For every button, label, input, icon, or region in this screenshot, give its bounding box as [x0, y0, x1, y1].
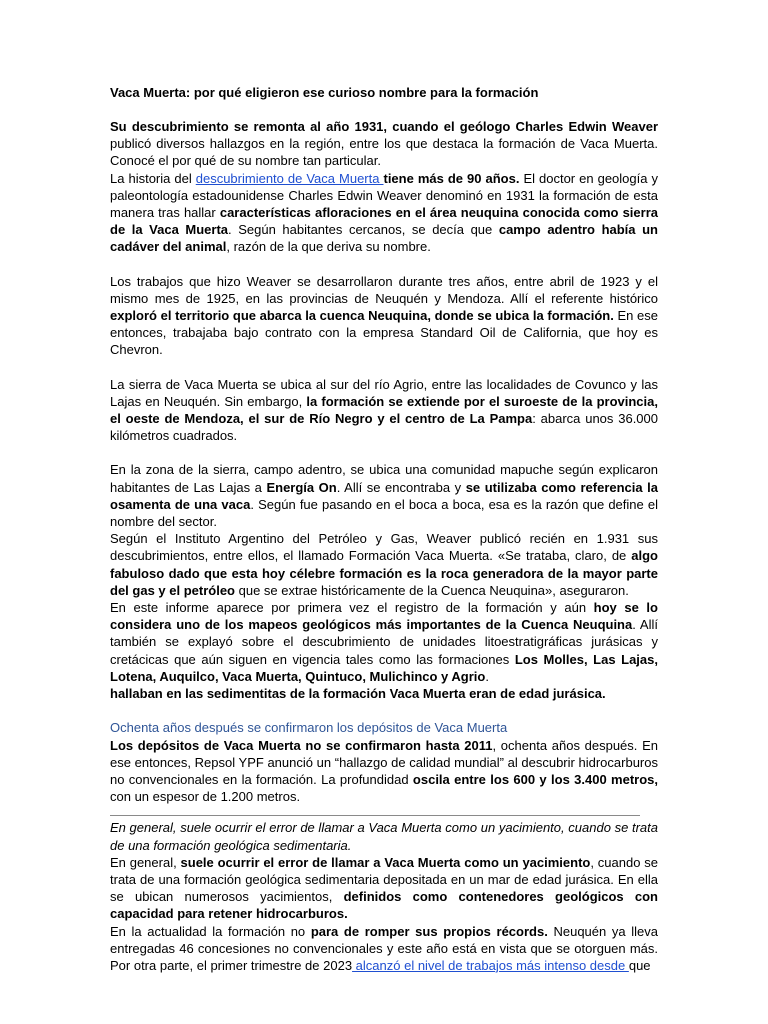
- bold-text: oscila entre los 600 y los 3.400 metros,: [412, 771, 658, 787]
- paragraph-formation: [110, 854, 658, 923]
- link-nivel-trabajos[interactable]: alcanzó el nivel de trabajos más intenso desde: [352, 957, 629, 973]
- bold-text: exploró el territorio que abarca la cuenca Neuquina, donde se ubica la formación.: [110, 308, 614, 324]
- paragraph-report: [110, 599, 658, 685]
- body-text: . Según habitantes cercanos, se decía que: [228, 222, 499, 238]
- body-text: , cuando se trata de una formación geológica sedimentaria depositada en un mar de edad jurásica. En ella se ubican numerosos yacimientos,: [110, 854, 658, 905]
- body-text: que se extrae históricamente de la Cuenca Neuquina», aseguraron.: [235, 582, 629, 598]
- bold-text: campo adentro había un cadáver del animal: [110, 222, 658, 255]
- document-title: Vaca Muerta: por qué eligieron ese curioso nombre para la formación: [110, 85, 539, 100]
- body-text: En la zona de la sierra, campo adentro, se ubica una comunidad mapuche según explicaron habitantes de Las Lajas a: [110, 462, 658, 495]
- bold-text: la formación se extiende por el suroeste de la provincia, el oeste de Mendoza, el sur de Río Negro y el centro de La Pampa: [110, 393, 658, 427]
- bold-text: Los Molles, Las Lajas, Lotena, Auquilco, Vaca Muerta, Quintuco, Mulichinco y Agrio: [110, 651, 658, 684]
- paragraph-intro: [110, 118, 658, 170]
- body-text: En la actualidad la formación no: [110, 923, 311, 939]
- body-text: En ese entonces, trabajaba bajo contrato con la empresa Standard Oil de California, que hoy es Chevron.: [110, 308, 658, 358]
- section-heading: Ochenta años después se confirmaron los depósitos de Vaca Muerta: [110, 720, 508, 736]
- bold-text: hallaban en las sedimentitas de la formación Vaca Muerta eran de edad jurásica.: [110, 686, 606, 702]
- body-text: En este informe aparece por primera vez el registro de la formación y aún: [110, 600, 594, 616]
- bold-text: para de romper sus propios récords.: [310, 923, 548, 939]
- body-text: La historia del: [110, 170, 196, 186]
- body-text: Los trabajos que hizo Weaver se desarrollaron durante tres años, entre abril de 1923 y el mismo mes de 1925, en las provincias de Neuquén y Mendoza. Allí el referente histórico: [110, 273, 658, 306]
- body-text: . Según fue pasando en el boca a boca, esa es la razón que define el nombre del sector.: [110, 496, 658, 530]
- paragraph-location: [110, 376, 658, 445]
- bold-text: definidos como contenedores geológicos con capacidad para retener hidrocarburos.: [110, 889, 658, 922]
- bold-text: tiene más de 90 años.: [383, 170, 520, 186]
- bold-text: suele ocurrir el error de llamar a Vaca Muerta como un yacimiento: [180, 854, 591, 870]
- paragraph-weaver-work: [110, 273, 658, 359]
- body-text: , razón de la que deriva su nombre.: [226, 239, 431, 255]
- bold-text: Energía On: [266, 479, 337, 495]
- bold-text: se utilizaba como referencia la osamenta de una vaca: [110, 479, 659, 512]
- body-text: que: [628, 957, 651, 973]
- body-text: En general,: [110, 854, 181, 870]
- paragraph-jurassic: [110, 685, 658, 702]
- body-text: publicó diversos hallazgos en la región, entre los que destaca la formación de Vaca Muerta. Conocé el por qué de su nombre tan particular.: [110, 136, 658, 169]
- bold-text: algo fabuloso dado que esta hoy célebre formación es la roca generadora de la mayor parte del gas y el petróleo: [110, 548, 658, 598]
- bold-text: Su descubrimiento se remonta al año 1931, cuando el geólogo Charles Edwin Weaver: [110, 119, 658, 134]
- body-text: El doctor en geología y paleontología estadounidense Charles Edwin Weaver denominó en 1931 la formación de esta manera tras hallar: [110, 170, 658, 221]
- paragraph-records: [110, 923, 658, 975]
- body-text: con un espesor de 1.200 metros.: [110, 789, 301, 805]
- paragraph-iapg: [110, 530, 658, 599]
- body-text: . Allí también se explayó sobre el descubrimiento de unidades litoestratigráficas jurásicas y cretácicas que aún siguen en vigencia tales como las formaciones: [110, 617, 658, 667]
- body-text: : abarca unos 36.000 kilómetros cuadrados.: [110, 411, 658, 444]
- paragraph-history: [110, 170, 658, 256]
- bold-text: Los depósitos de Vaca Muerta no se confirmaron hasta 2011: [110, 737, 493, 753]
- body-text: . Allí se encontraba y: [336, 479, 466, 495]
- horizontal-divider: [110, 815, 640, 816]
- bold-text: hoy se lo considera uno de los mapeos geológicos más importantes de la Cuenca Neuquina: [110, 600, 658, 633]
- body-text: Según el Instituto Argentino del Petróleo y Gas, Weaver publicó recién en 1.931 sus descubrimientos, entre ellos, el llamado Formación Vaca Muerta. «Se trataba, claro, de: [110, 531, 658, 564]
- body-text: , ochenta años después. En ese entonces, Repsol YPF anunció un “hallazgo de calidad mundial” al descubrir hidrocarburos no convencionales en la formación. La profundidad: [110, 737, 658, 787]
- body-text: La sierra de Vaca Muerta se ubica al sur del río Agrio, entre las localidades de Covunco y las Lajas en Neuquén. Sin embargo,: [110, 376, 658, 409]
- bold-text: características afloraciones en el área neuquina conocida como sierra de la Vaca Muerta: [110, 205, 658, 238]
- paragraph-mapuche: [110, 461, 658, 530]
- pull-quote: En general, suele ocurrir el error de llamar a Vaca Muerta como un yacimiento, cuando se trata de una formación geológica sedimentaria.: [110, 820, 658, 853]
- body-text: .: [485, 668, 489, 684]
- body-text: Neuquén ya lleva entregadas 46 concesiones no convencionales y este año está en vista que se otorguen más. Por otra parte, el primer trimestre de 2023: [110, 923, 658, 973]
- paragraph-deposits: [110, 737, 658, 806]
- link-descubrimiento[interactable]: descubrimiento de Vaca Muerta: [195, 170, 384, 186]
